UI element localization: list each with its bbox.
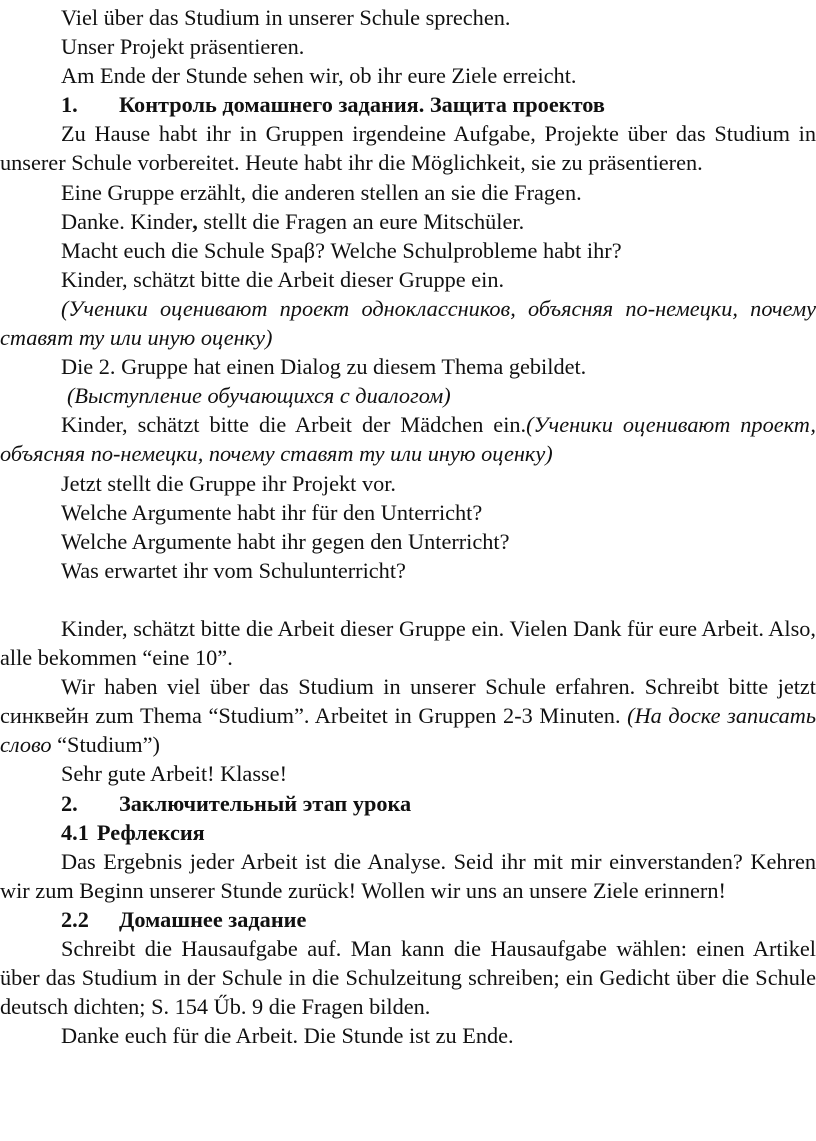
line-ziele-erreicht: Am Ende der Stunde sehen wir, ob ihr eure Ziele erreicht. [61, 63, 577, 89]
line-spass: Macht euch die Schule Spaβ? Welche Schulprobleme habt ihr? [61, 237, 622, 263]
line-schaetzt-gruppe: Kinder, schätzt bitte die Arbeit dieser Gruppe ein. [61, 266, 505, 292]
line-projekt-praesentieren: Unser Projekt präsentieren. [61, 34, 305, 60]
note-ucheniki-2: (Ученики оценивают проект, объясняя по-немецки, почему ставят ту или иную оценку) [0, 412, 816, 467]
section-2-2-title: Домашнее задание [119, 906, 307, 932]
danke-comma: , [192, 208, 198, 234]
note-vystuplenie: (Выступление обучающихся с диалогом) [67, 383, 451, 409]
cinquain-note: (На доске записать слово [0, 703, 816, 758]
line-jetzt-stellt: Jetzt stellt die Gruppe ihr Projekt vor. [61, 470, 397, 496]
line-sehr-gut: Sehr gute Arbeit! Klasse! [61, 761, 288, 787]
danke-text-b: stellt die Fragen an eure Mitschüler. [197, 208, 525, 234]
section-4-1-number: 4.1 [61, 819, 89, 845]
line-stunde-ende: Danke euch für die Arbeit. Die Stunde ist zu Ende. [61, 1023, 514, 1049]
line-erwartet: Was erwartet ihr vom Schulunterricht? [61, 557, 406, 583]
section-4-1-title: Рефлексия [96, 819, 205, 845]
section-4-1-heading [0, 818, 816, 847]
paragraph-maedchen [0, 410, 816, 468]
line-gruppe-2: Die 2. Gruppe hat einen Dialog zu diesem Thema gebildet. [61, 354, 587, 380]
paragraph-cinquain [0, 672, 816, 759]
section-2-title: Заключительный этап урока [119, 790, 412, 816]
maedchen-text: Kinder, schätzt bitte die Arbeit der Mädchen ein. [61, 412, 527, 438]
line-danke-kinder [0, 207, 816, 236]
blank-line [0, 585, 816, 614]
note-ucheniki-1: (Ученики оценивают проект одноклассников, объясняя по-немецки, почему ставят ту или иную оценку) [0, 295, 816, 351]
section-1-heading [0, 90, 816, 119]
section-2-2-number: 2.2 [61, 906, 89, 932]
section-2-number: 2. [61, 790, 78, 816]
paragraph-zu-hause: Zu Hause habt ihr in Gruppen irgendeine Aufgabe, Projekte über das Studium in unserer Schule vorbereitet. Heute habt ihr die Möglichkeit, sie zu präsentieren. [0, 121, 816, 176]
paragraph-ergebnis: Das Ergebnis jeder Arbeit ist die Analyse. Seid ihr mit mir einverstanden? Kehren wir zum Beginn unserer Stunde zurück! Wollen wir uns an unsere Ziele erinnern! [0, 848, 816, 903]
line-studium-sprechen: Viel über das Studium in unserer Schule sprechen. [61, 5, 511, 30]
cinquain-text: Wir haben viel über das Studium in unserer Schule erfahren. Schreibt bitte jetzt синквейн zum Thema “Studium”. Arbeitet in Gruppen 2-3 Minuten. [0, 674, 816, 729]
line-argumente-gegen: Welche Argumente habt ihr gegen den Unterricht? [61, 528, 510, 554]
paragraph-hausaufgabe: Schreibt die Hausaufgabe auf. Man kann die Hausaufgabe wählen: einen Artikel über das Studium in der Schule in die Schulzeitung schreiben; ein Gedicht über die Schule deutsch dichten; S. 154 Űb. 9 die Fragen bilden. [0, 936, 816, 1020]
section-2-heading [0, 789, 816, 818]
section-2-2-heading [0, 905, 816, 934]
paragraph-vielen-dank: Kinder, schätzt bitte die Arbeit dieser Gruppe ein. Vielen Dank für eure Arbeit. Also, alle bekommen “eine 10”. [0, 615, 816, 671]
line-eine-gruppe: Eine Gruppe erzählt, die anderen stellen an sie die Fragen. [61, 179, 582, 205]
section-1-title: Контроль домашнего задания. Защита проектов [119, 92, 605, 118]
danke-text-a: Danke. Kinder [61, 208, 193, 234]
line-argumente-fuer: Welche Argumente habt ihr für den Unterricht? [61, 499, 483, 525]
cinquain-word: “Studium”) [57, 732, 160, 758]
section-1-number: 1. [61, 92, 78, 118]
